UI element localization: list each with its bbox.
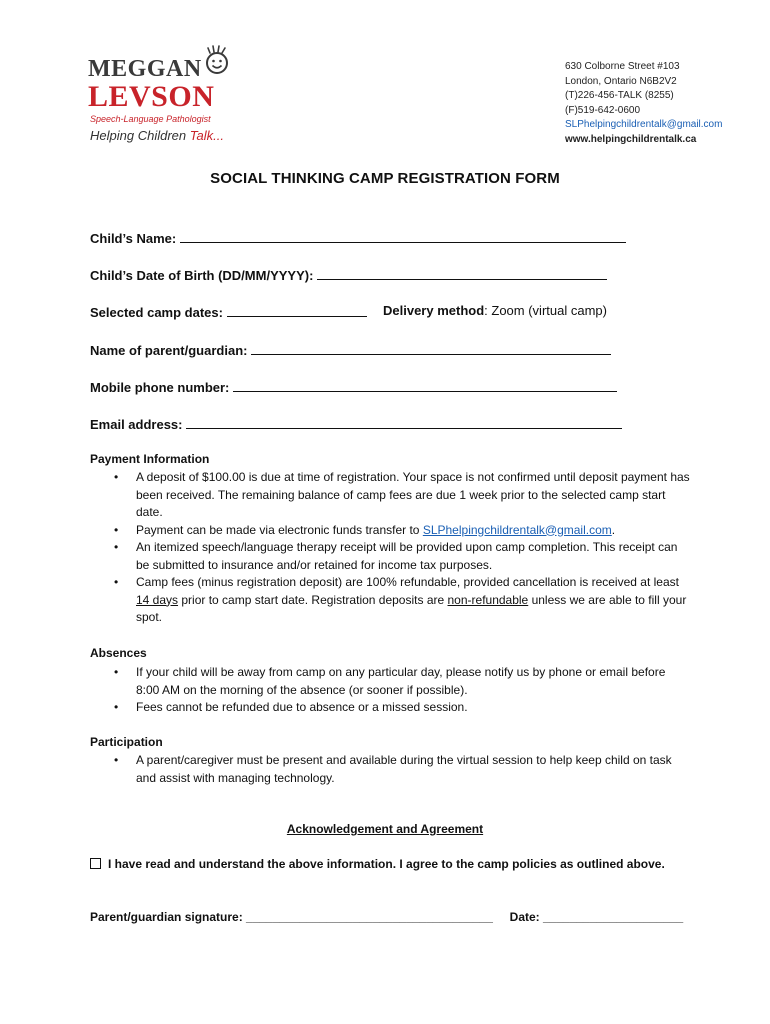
street-address: 630 Colborne Street #103 <box>565 61 680 72</box>
child-name-input-line[interactable] <box>180 228 626 243</box>
signature-label: Parent/guardian signature: <box>90 910 247 924</box>
page-title: SOCIAL THINKING CAMP REGISTRATION FORM <box>210 170 560 187</box>
acknowledgement-heading: Acknowledgement and Agreement <box>286 822 484 836</box>
list-item: • An itemized speech/language therapy receipt will be provided upon camp completion. This receipt can be submitted to insurance and/or retained for income tax purposes. <box>90 539 690 574</box>
logo <box>88 44 238 148</box>
camp-dates-label: Selected camp dates: <box>90 305 223 320</box>
list-item: • If your child will be away from camp on any particular day, please notify us by phone or email before 8:00 AM on the morning of the absence (or sooner if possible). <box>90 664 690 699</box>
child-name-field <box>90 228 626 246</box>
list-item: • Payment can be made via electronic funds transfer to SLPhelpingchildrentalk@gmail.com. <box>90 522 690 540</box>
date-label: Date: <box>509 910 543 924</box>
email-label: Email address: <box>90 417 183 432</box>
delivery-method-value: : Zoom (virtual camp) <box>484 303 607 318</box>
camp-dates-input-line[interactable] <box>227 302 367 317</box>
list-item: • A parent/caregiver must be present and available during the virtual session to help keep child on task and assist with managing technology. <box>90 752 690 787</box>
signature-line[interactable]: _____________________________________ <box>246 910 493 924</box>
list-item: • Fees cannot be refunded due to absence or a missed session. <box>90 699 690 717</box>
child-dob-input-line[interactable] <box>317 265 607 280</box>
email-input-line[interactable] <box>186 414 622 429</box>
child-dob-label: Child’s Date of Birth (DD/MM/YYYY): <box>90 268 314 283</box>
payment-heading: Payment Information <box>90 452 210 466</box>
list-item: • A deposit of $100.00 is due at time of registration. Your space is not confirmed until deposit payment has been received. The remaining balance of camp fees are due 1 week prior to the selected camp start date. <box>90 469 690 522</box>
agreement-text: I have read and understand the above information. I agree to the camp policies as outlined above. <box>108 857 665 871</box>
payment-email-link[interactable]: SLPhelpingchildrentalk@gmail.com <box>422 522 612 537</box>
parent-name-label: Name of parent/guardian: <box>90 343 248 358</box>
agreement-row <box>90 857 665 871</box>
list-item: • Camp fees (minus registration deposit) are 100% refundable, provided cancellation is received at least 14 days prior to camp start date. Registration deposits are non-refundable unless we are able to fill your spot. <box>90 574 690 627</box>
absences-heading: Absences <box>90 646 147 660</box>
website-link[interactable]: www.helpingchildrentalk.ca <box>565 133 697 145</box>
email-field <box>90 414 622 432</box>
signature-row <box>90 910 683 924</box>
mobile-input-line[interactable] <box>233 377 617 392</box>
mobile-field <box>90 377 617 395</box>
date-line[interactable]: _____________________ <box>543 910 684 924</box>
fax-number: (F)519-642-0600 <box>565 104 641 116</box>
camp-dates-field <box>90 302 367 320</box>
delivery-method-label: Delivery method <box>383 303 485 318</box>
child-dob-field <box>90 265 607 283</box>
participation-heading: Participation <box>90 735 163 749</box>
phone-number: (T)226-456-TALK (8255) <box>565 90 674 101</box>
parent-name-input-line[interactable] <box>251 340 611 355</box>
logo-tagline: Helping Children Talk... <box>90 128 224 143</box>
smiley-face-icon <box>200 44 234 78</box>
agreement-checkbox[interactable] <box>90 858 101 869</box>
absences-list <box>90 664 690 717</box>
logo-name-last: LEVSON <box>88 80 215 113</box>
mobile-label: Mobile phone number: <box>90 380 230 395</box>
address-block <box>565 60 765 147</box>
logo-subtitle: Speech-Language Pathologist <box>90 114 211 124</box>
parent-name-field <box>90 340 611 358</box>
city-address: London, Ontario N6B2V2 <box>565 75 677 87</box>
child-name-label: Child’s Name: <box>90 231 177 246</box>
payment-list <box>90 469 690 627</box>
delivery-method <box>383 302 607 320</box>
logo-name-first: MEGGAN <box>88 56 202 82</box>
participation-list <box>90 752 690 787</box>
contact-email-link[interactable]: SLPhelpingchildrentalk@gmail.com <box>565 119 723 130</box>
